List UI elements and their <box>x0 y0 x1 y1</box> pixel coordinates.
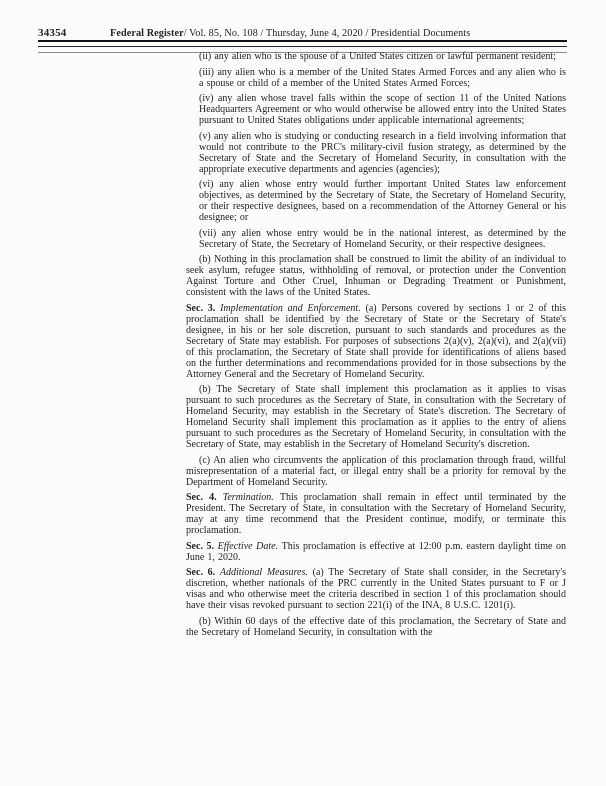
paragraph-text: (a) The Secretary of State shall consider, in the Secretary's discretion, whether nationals of the PRC currently in the United States pursuant to F or J visas and who otherwise meet the criteria described in section 1 of this proclamation should have their visas revoked pursuant to section 221(i) of the INA, 8 U.S.C. 1201(i). <box>186 567 567 611</box>
paragraph <box>186 455 566 488</box>
publication-name: Federal Register <box>110 28 184 39</box>
paragraph-text: (ii) any alien who is the spouse of a United States citizen or lawful permanent resident; <box>199 51 556 62</box>
document-body <box>186 51 566 642</box>
section-label: Sec. 6. <box>186 567 220 578</box>
paragraph-text: (iii) any alien who is a member of the United States Armed Forces and any alien who is a spouse or child of a member of the United States Armed Forces; <box>199 66 566 89</box>
paragraph <box>186 254 566 298</box>
paragraph <box>186 228 566 250</box>
paragraph-text: This proclamation is effective at 12:00 p.m. eastern daylight time on June 1, 2020. <box>186 540 566 563</box>
paragraph-text: (a) Persons covered by sections 1 or 2 of this proclamation shall be identified by the Secretary of State or the Secretary of State's designee, in his or her sole discretion, pursuant to such standards and procedures as the Secretary of State may establish. For purposes of subsections 2(a)(v), 2(a)(vi), and 2(a)(vii) of this proclamation, the Secretary of State shall provide for identifications of aliens based on the further determinations and recommendations provided for in those subsections by the Attorney General and the Secretary of Homeland Security. <box>186 302 567 380</box>
paragraph-text: (vii) any alien whose entry would be in the national interest, as determined by the Secretary of State, the Secretary of Homeland Security, or their respective designees. <box>199 227 566 250</box>
paragraph <box>186 51 566 62</box>
paragraph-text: (b) The Secretary of State shall implement this proclamation as it applies to visas pursuant to such procedures as the Secretary of State, in consultation with the Secretary of Homeland Security, may establish in the Secretary of State's discretion. The Secretary of Homeland Security shall implement this proclamation as it applies to the entry of aliens pursuant to such procedures as the Secretary of Homeland Security, in consultation with the Secretary of State, may establish in the Secretary of Homeland Security's discretion. <box>186 384 566 450</box>
paragraph <box>186 93 566 126</box>
paragraph-text: (iv) any alien whose travel falls within the scope of section 11 of the United Nations Headquarters Agreement or who would otherwise be allowed entry into the United States pursuant to United States obligations under applicable international agreements; <box>199 93 566 126</box>
paragraph <box>186 567 566 611</box>
paragraph <box>186 179 566 223</box>
paragraph-text: (b) Nothing in this proclamation shall be construed to limit the ability of an individual to seek asylum, refugee status, withholding of removal, or protection under the Convention Against Torture and Other Cruel, Inhuman or Degrading Treatment or Punishment, consistent with the laws of the United States. <box>186 254 566 298</box>
paragraph-text: (c) An alien who circumvents the application of this proclamation through fraud, willful misrepresentation of a material fact, or illegal entry shall be a priority for removal by the Department of Homeland Security. <box>186 454 566 488</box>
section-title: Additional Measures. <box>219 567 313 578</box>
paragraph <box>186 616 566 638</box>
section-label: Sec. 4. <box>186 492 223 503</box>
section-title: Effective Date. <box>217 540 282 552</box>
paragraph-text: (b) Within 60 days of the effective date of this proclamation, the Secretary of State and the Secretary of Homeland Security, in consultation with the <box>186 615 566 638</box>
header-citation <box>110 28 470 39</box>
issue-info: / Vol. 85, No. 108 / Thursday, June 4, 2020 / Presidential Documents <box>183 28 471 39</box>
page-header <box>0 0 606 56</box>
paragraph <box>186 384 566 450</box>
paragraph-text: (v) any alien who is studying or conducting research in a field involving information that would not contribute to the PRC's military-civil fusion strategy, as determined by the Secretary of State and the Secretary of Homeland Security, in consultation with the appropriate executive departments and agencies (agencies); <box>199 130 566 175</box>
paragraph <box>186 131 566 175</box>
paragraph <box>186 541 566 563</box>
section-title: Termination. <box>222 492 280 503</box>
paragraph <box>186 303 566 380</box>
section-title: Implementation and Enforcement. <box>220 302 366 314</box>
paragraph-text: (vi) any alien whose entry would further important United States law enforcement objectives, as determined by the Secretary of State, the Secretary of Homeland Security, or their respective designees, based on a recommendation of the Attorney General or his designee; or <box>199 179 566 223</box>
section-label: Sec. 5. <box>186 540 218 552</box>
section-label: Sec. 3. <box>186 302 221 314</box>
page-number: 34354 <box>38 27 67 39</box>
paragraph <box>186 67 566 89</box>
paragraph <box>186 492 566 536</box>
paragraph-text: This proclamation shall remain in effect until terminated by the President. The Secretary of State, in consultation with the Secretary of Homeland Security, may at any time recommend that the President continue, modify, or terminate this proclamation. <box>186 492 566 536</box>
header-rule-thin <box>38 40 567 42</box>
